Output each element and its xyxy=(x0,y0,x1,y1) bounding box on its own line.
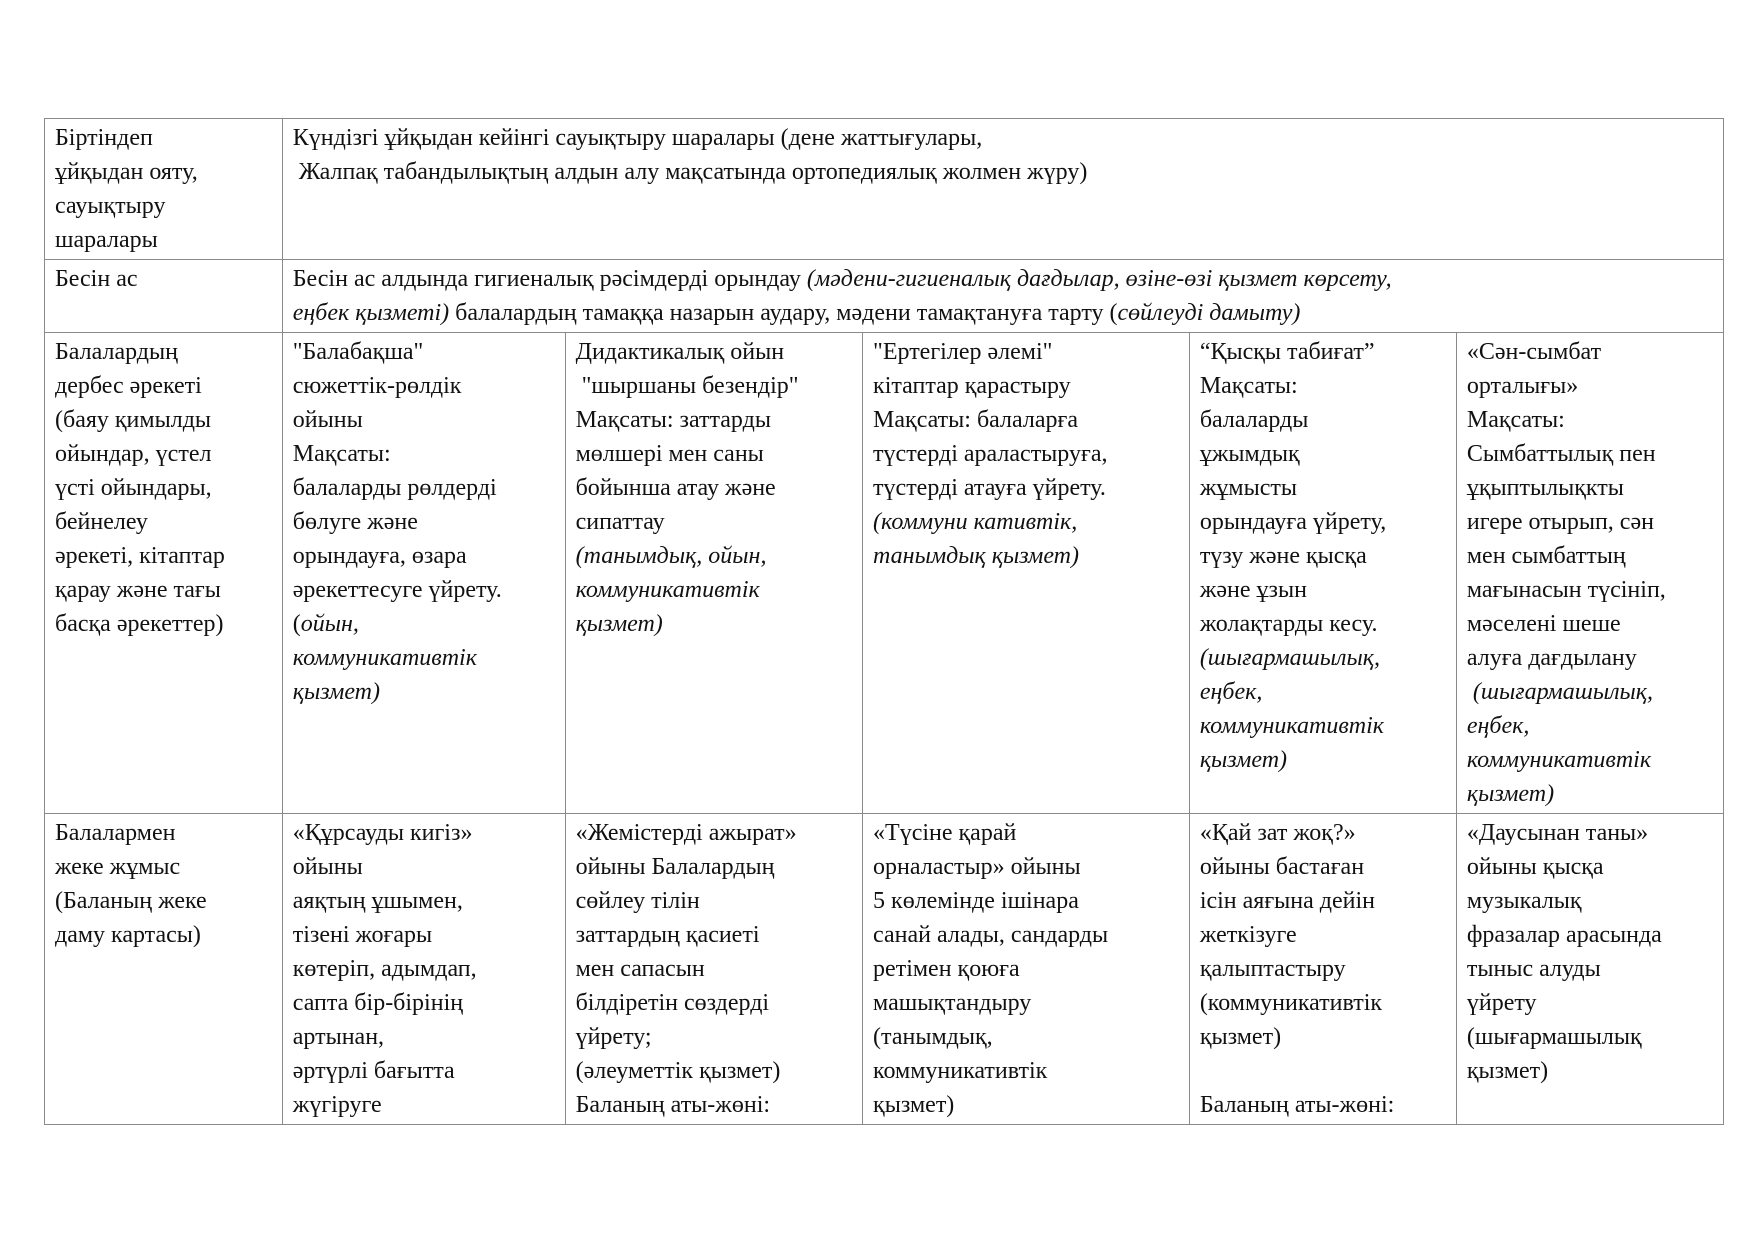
individual-cell-color-game: «Түсіне қарай орналастыр» ойыны 5 көлемінде ішінара санай алады, сандарды ретімен қоюға машықтандыру (танымдық, коммуникативтік қызмет) xyxy=(863,814,1190,1125)
individual-cell-missing-item-game: «Қай зат жоқ?» ойыны бастаған ісін аяғына дейін жеткізуге қалыптастыру (коммуникативтік қызмет) Баланың аты-жөні: xyxy=(1189,814,1456,1125)
individual-cell-fruits-game: «Жемістерді ажырат» ойыны Балалардың сөйлеу тілін заттардың қасиеті мен сапасын білдіретін сөздерді үйрету; (әлеуметтік қызмет) Баланың аты-жөні: xyxy=(565,814,862,1125)
individual-cell-hoop-game: «Құрсауды кигіз» ойыны аяқтың ұшымен, тізені жоғары көтеріп, адымдап, сапта бір-бірінің артынан, әртүрлі бағытта жүгіруге xyxy=(282,814,565,1125)
table-row xyxy=(45,814,1724,1125)
table-row xyxy=(45,119,1724,260)
snack-content: Бесін ас алдында гигиеналық рәсімдерді орындау (мәдени-гигиеналық дағдылар, өзіне-өзі қызмет көрсету, еңбек қызметі) балалардың тамаққа назарын аудару, мәдени тамақтануға тарту (сөйлеуді дамыту) xyxy=(282,260,1723,333)
activity-cell-fashion-center: «Сән-сымбат орталығы» Мақсаты: Сымбаттылық пен ұқыптылықкты игере отырып, сән мен сымбаттың мағынасын түсініп, мәселені шеше алуға дағдылану (шығармашылық, еңбек, коммуникативтік қызмет) xyxy=(1456,333,1723,814)
daily-plan-table xyxy=(44,118,1724,1125)
row-label-individual-work: Балалармен жеке жұмыс (Баланың жеке даму картасы) xyxy=(45,814,283,1125)
activity-cell-fairy-tales: "Ертегілер әлемі" кітаптар қарастыру Мақсаты: балаларға түстерді араластыруға, түстерді атауға үйрету. (коммуни кативтік, танымдық қызмет) xyxy=(863,333,1190,814)
row-label-independent-activity: Балалардың дербес әрекеті (баяу қимылды ойындар, үстел үсті ойындары, бейнелеу әрекеті, кітаптар қарау және тағы басқа әрекеттер) xyxy=(45,333,283,814)
row-label-snack: Бесін ас xyxy=(45,260,283,333)
spacer xyxy=(1200,1054,1446,1088)
table-row xyxy=(45,333,1724,814)
activity-cell-kindergarten: "Балабақша" сюжеттік-рөлдік ойыны Мақсаты: балаларды рөлдерді бөлуге және орындауға, өзара әрекеттесуге үйрету. (ойын, коммуникативтік қызмет) xyxy=(282,333,565,814)
activity-cell-winter-nature: “Қысқы табиғат” Мақсаты: балаларды ұжымдық жұмысты орындауға үйрету, түзу және қысқа және ұзын жолақтарды кесу. (шығармашылық, еңбек, коммуникативтік қызмет) xyxy=(1189,333,1456,814)
row-label-wakeup: Біртіндеп ұйқыдан ояту, сауықтыру шаралары xyxy=(45,119,283,260)
wakeup-content: Күндізгі ұйқыдан кейінгі сауықтыру шаралары (дене жаттығулары, Жалпақ табандылықтың алдын алу мақсатында ортопедиялық жолмен жүру) xyxy=(282,119,1723,260)
activity-cell-tree-game: Дидактикалық ойын "шыршаны безендір" Мақсаты: заттарды мөлшері мен саны бойынша атау және сипаттау (танымдық, ойын, коммуникативтік қызмет) xyxy=(565,333,862,814)
individual-cell-voice-game: «Даусынан таны» ойыны қысқа музыкалық фразалар арасында тыныс алуды үйрету (шығармашылық қызмет) xyxy=(1456,814,1723,1125)
table-row xyxy=(45,260,1724,333)
